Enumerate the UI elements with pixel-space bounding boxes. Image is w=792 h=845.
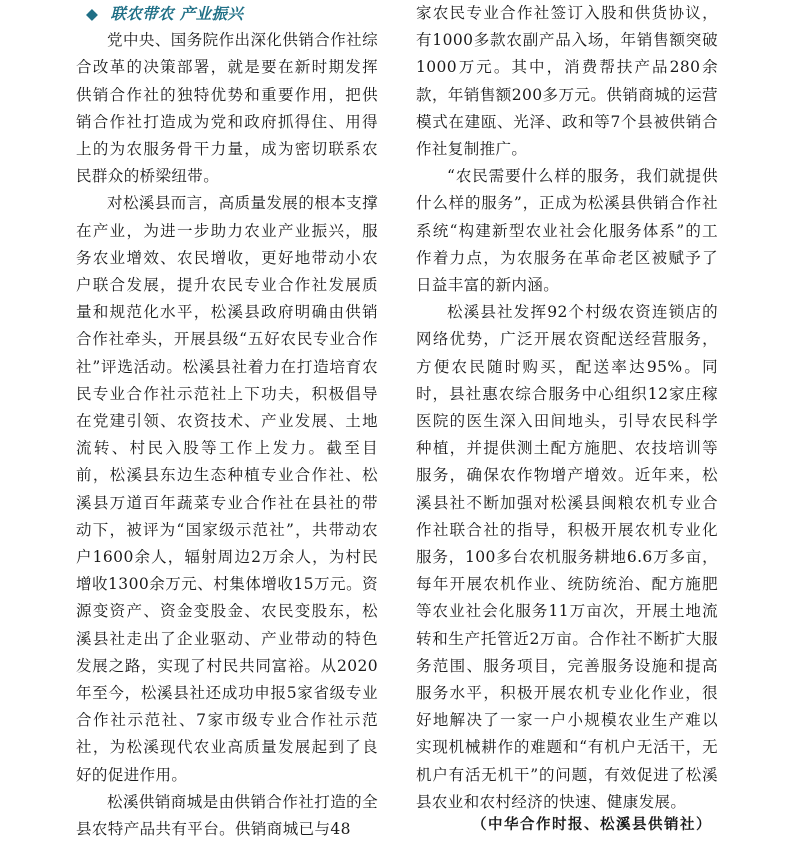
section-heading-text: 联农带农 产业振兴 (110, 4, 244, 23)
section-heading (76, 0, 378, 27)
left-column (76, 0, 378, 843)
right-column (416, 0, 718, 816)
paragraph-continuation: 家农民专业合作社签订入股和供货协议，有1000多款农副产品入场，年销售额突破1000万元。其中，消费帮扶产品280余款，年销售额200多万元。供销商城的运营模式在建瓯、光泽、政和等7个县被供销合作社复制推广。 (416, 4, 718, 159)
paragraph: 党中央、国务院作出深化供销合作社综合改革的决策部署，就是要在新时期发挥供销合作社的独特优势和重要作用，把供销合作社打造成为党和政府抓得住、用得上的为农服务骨干力量，成为密切联系农民群众的桥梁纽带。 (76, 31, 378, 186)
paragraph: 对松溪县而言，高质量发展的根本支撑在产业，为进一步助力农业产业振兴，服务农业增效、农民增收，更好地带动小农户联合发展，提升农民专业合作社发展质量和规范化水平，松溪县政府明确由供销合作社牵头，开展县级“五好农民专业合作社”评选活动。松溪县社着力在打造培育农民专业合作社示范社上下功夫，积极倡导在党建引领、农资技术、产业发展、土地流转、村民入股等工作上发力。截至目前，松溪县东边生态种植专业合作社、松溪县万道百年蔬菜专业合作社在县社的带动下，被评为“国家级示范社”，共带动农户1600余人，辐射周边2万余人，为村民增收1300余万元、村集体增收15万元。资源变资产、资金变股金、农民变股东，松溪县社走出了企业驱动、产业带动的特色发展之路，实现了村民共同富裕。从2020年至今，松溪县社还成功申报5家省级专业合作社示范社、7家市级专业合作社示范社，为松溪现代农业高质量发展起到了良好的促进作用。 (76, 194, 378, 784)
diamond-bullet-icon: ◆ (86, 4, 99, 23)
paragraph: “农民需要什么样的服务，我们就提供什么样的服务”，正成为松溪县供销合作社系统“构建新型农业社会化服务体系”的工作着力点，为农服务在革命老区被赋予了日益丰富的新内涵。 (416, 167, 718, 295)
paragraph: 松溪供销商城是由供销合作社打造的全县农特产品共有平台。供销商城已与48 (76, 792, 378, 839)
article-source: （中华合作时报、松溪县供销社） (472, 816, 712, 833)
paragraph: 松溪县社发挥92个村级农资连锁店的网络优势，广泛开展农资配送经营服务，方便农民随时购买，配送率达95%。同时，县社惠农综合服务中心组织12家庄稼医院的医生深入田间地头，引导农民科学种植，并提供测土配方施肥、农技培训等服务，确保农作物增产增效。近年来，松溪县社不断加强对松溪县闽粮农机专业合作社联合社的指导，积极开展农机专业化服务，100多台农机服务耕地6.6万多亩，每年开展农机作业、统防统治、配方施肥等农业社会化服务11万亩次，开展土地流转和生产托管近2万亩。合作社不断扩大服务范围、服务项目，完善服务设施和提高服务水平，积极开展农机专业化作业，很好地解决了一家一户小规模农业生产难以实现机械耕作的难题和“有机户无活干，无机户有活无机干”的问题，有效促进了松溪县农业和农村经济的快速、健康发展。 (416, 303, 718, 811)
